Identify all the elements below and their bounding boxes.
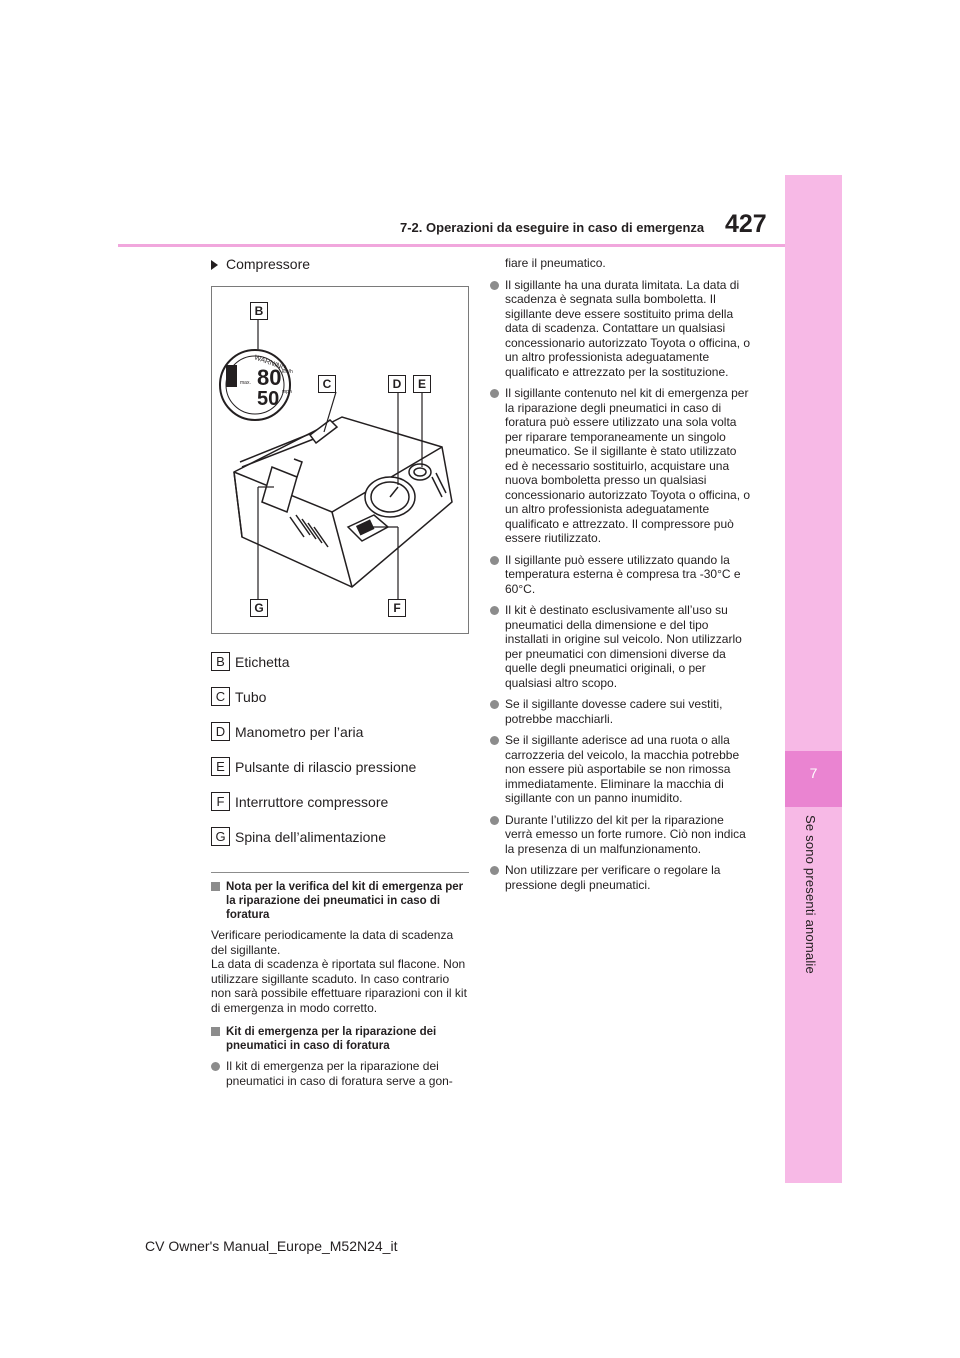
bullet-item: Durante l’utilizzo del kit per la riparazione verrà emesso un forte rumore. Ciò non indica la presenza di un malfunzionamento. [490,813,752,857]
legend-item [211,749,469,784]
square-bullet-icon [211,1027,220,1036]
label-unit-2: mph [282,389,292,395]
callout-f: F [388,599,406,617]
header-rule [118,244,785,247]
legend-key: G [211,827,230,846]
bullet-item: Il sigillante contenuto nel kit di emergenza per la riparazione degli pneumatici in caso di foratura può essere utilizzato una sola volta per riparare temporaneamente un singolo pneumatico. Se il sigillante è stato utilizzato ed è necessario sostituirlo, acquistare una nuova bomboletta presso un qualsiasi concessionario autorizzato Toyota o officina, o un altro professionista adeguatamente qualificato e attrezzato. Il compressore può essere riutilizzato. [490,386,752,546]
callout-c: C [318,375,336,393]
callout-e: E [413,375,431,393]
continued-text: fiare il pneumatico. [505,256,606,270]
round-bullet-icon [490,556,499,565]
legend-item [211,714,469,749]
page-number: 427 [725,210,767,238]
legend-label: Etichetta [235,653,290,670]
compressor-body-drawing [234,417,452,587]
callout-g: G [250,599,268,617]
legend-key: E [211,757,230,776]
round-bullet-icon [490,389,499,398]
bullet-item: Il sigillante ha una durata limitata. La data di scadenza è segnata sulla bomboletta. Il sigillante deve essere sostituito prima della data di scadenza. Contattare un qualsiasi concessionario autorizzato Toyota o officina, o un altro professionista adeguatamente qualificato e attrezzato per la sostituzione. [490,278,752,380]
note-heading-kit-check: Nota per la verifica del kit di emergenza per la riparazione dei pneumatici in caso di foratura [211,880,469,922]
legend-item [211,679,469,714]
note-text-kit-check: Verificare periodicamente la data di scadenza del sigillante. La data di scadenza è riportata sul flacone. Non utilizzare sigillante scaduto. In caso contrario non sarà possibile effettuare riparazioni con il kit di emergenza in modo corretto. [211,928,467,1015]
legend-key: B [211,652,230,671]
figure-legend [211,644,469,854]
compressor-figure [211,286,469,634]
bullet-item: Se il sigillante aderisce ad una ruota o alla carrozzeria del veicolo, la macchia potrebbe non essere più asportabile se non rimossa immediatamente. Eliminare la macchia di sigillante con un panno inumidito. [490,733,752,806]
footer-manual-id: CV Owner's Manual_Europe_M52N24_it [145,1238,398,1254]
square-bullet-icon [211,882,220,891]
subsection-title: Compressore [211,256,469,272]
left-column [211,256,469,1095]
note-heading-kit: Kit di emergenza per la riparazione dei pneumatici in caso di foratura [211,1025,469,1053]
right-column [490,256,752,899]
chapter-title: Se sono presenti anomalie [803,815,818,974]
round-bullet-icon [490,866,499,875]
round-bullet-icon [490,281,499,290]
label-speed-2: 50 [257,388,280,410]
round-bullet-icon [490,816,499,825]
section-divider [211,872,469,873]
bullet-item: Il sigillante può essere utilizzato quando la temperatura esterna è compresa tra -30°C e 60°C. [490,553,752,597]
round-bullet-icon [490,700,499,709]
triangle-bullet-icon [211,260,218,270]
round-bullet-icon [490,736,499,745]
bullet-item: Se il sigillante dovesse cadere sui vestiti, potrebbe macchiarli. [490,697,752,726]
bullet-item: Non utilizzare per verificare o regolare la pressione degli pneumatici. [490,863,752,892]
legend-key: F [211,792,230,811]
label-warning-text: WARNING [253,354,288,373]
compressor-illustration [212,287,468,633]
callout-b: B [250,302,268,320]
bullet-item: Il kit è destinato esclusivamente all’uso su pneumatici della dimensione e del tipo installati in origine sul veicolo. Non utilizzarlo per pneumatici con dimensioni diverse da quelle degli pneumatici originali, o per qualsiasi altro scopo. [490,603,752,690]
chapter-number: 7 [809,765,818,781]
label-max: max. [240,380,251,386]
legend-key: D [211,722,230,741]
legend-item [211,644,469,679]
label-unit-1: km/h [282,369,293,375]
legend-label: Tubo [235,688,267,705]
legend-label: Interruttore compressore [235,793,389,810]
bullet-item: Il kit di emergenza per la riparazione dei pneumatici in caso di foratura serve a gon- [211,1059,469,1088]
section-title: 7-2. Operazioni da eseguire in caso di emergenza [400,220,705,235]
legend-item [211,819,469,854]
label-speed-1: 80 [257,365,282,390]
legend-label: Manometro per l’aria [235,723,364,740]
callout-d: D [388,375,406,393]
chapter-side-tab [785,175,842,1183]
legend-label: Spina dell’alimentazione [235,828,386,845]
round-bullet-icon [490,606,499,615]
legend-label: Pulsante di rilascio pressione [235,758,417,775]
round-bullet-icon [211,1062,220,1071]
legend-key: C [211,687,230,706]
legend-item [211,784,469,819]
warning-label-drawing [220,350,293,420]
